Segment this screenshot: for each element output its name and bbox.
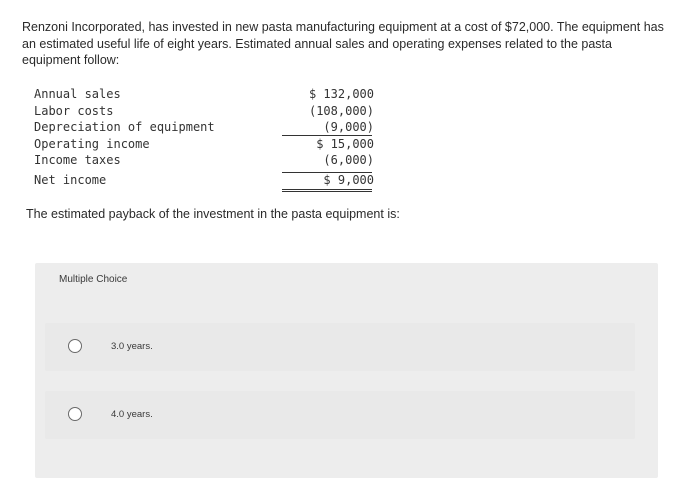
subtotal-rule	[282, 172, 372, 173]
choice-option[interactable]	[45, 391, 635, 439]
total-double-rule	[282, 189, 372, 192]
radio-button-icon[interactable]	[68, 407, 82, 421]
table-row	[34, 152, 374, 169]
question-prompt: The estimated payback of the investment in the pasta equipment is:	[26, 207, 400, 221]
row-amount: (6,000)	[323, 153, 374, 168]
row-amount: $ 132,000	[308, 87, 374, 101]
choice-text: 4.0 years.	[111, 409, 153, 420]
financial-table	[34, 86, 374, 189]
row-amount: $ 9,000	[323, 172, 374, 187]
table-row	[34, 119, 374, 136]
table-row	[34, 86, 374, 103]
question-text: Renzoni Incorporated, has invested in new pasta manufacturing equipment at a cost of $72,000. The equipment has an estimated useful life of eight years. Estimated annual sales and operating expenses related to the pasta equipment follow:	[22, 20, 664, 67]
row-label: Annual sales	[34, 87, 121, 101]
table-row	[34, 103, 374, 120]
radio-button-icon[interactable]	[68, 339, 82, 353]
row-label: Net income	[34, 172, 107, 187]
table-row	[34, 136, 374, 153]
row-amount: $ 15,000	[316, 136, 374, 151]
row-amount: (9,000)	[323, 120, 374, 135]
row-label: Labor costs	[34, 103, 114, 118]
subtotal-rule	[282, 135, 372, 136]
multiple-choice-panel	[35, 263, 658, 478]
choice-option[interactable]	[45, 323, 635, 371]
row-label: Income taxes	[34, 153, 121, 168]
row-label: Depreciation of equipment	[34, 120, 215, 135]
table-row	[34, 172, 374, 189]
multiple-choice-label: Multiple Choice	[59, 274, 128, 285]
choice-text: 3.0 years.	[111, 341, 153, 352]
row-label: Operating income	[34, 136, 150, 151]
row-amount: (108,000)	[308, 103, 374, 118]
